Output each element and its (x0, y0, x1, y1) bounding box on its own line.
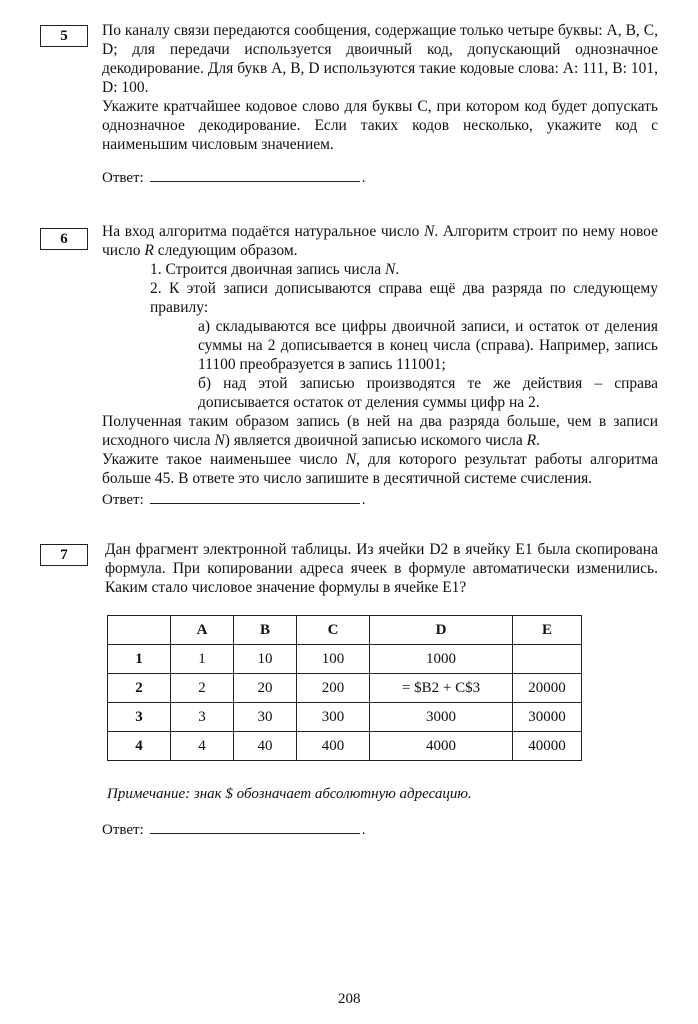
table-cell: 40000 (513, 732, 582, 761)
table-cell (513, 645, 582, 674)
table-header-cell: A (171, 616, 234, 645)
algorithm-substep-a: а) складываются все цифры двоичной записи, и остаток от деления суммы на 2 дописывается в конец числа (справа). Например, запись 11100 преобразуется в запись 111001; (198, 318, 658, 373)
row-header-cell: 3 (108, 703, 171, 732)
task-number-box: 5 (40, 25, 88, 47)
table-header-cell: E (513, 616, 582, 645)
task-paragraph: По каналу связи передаются сообщения, содержащие только четыре буквы: A, B, C, D; для передачи используется двоичный код, допускающий однозначное декодирование. Для букв A, B, D используются такие кодовые слова: A: 111, B: 101, D: 100. (102, 22, 658, 96)
algorithm-step-2: 2. К этой записи дописываются справа ещё два разряда по следующему правилу: (150, 280, 658, 316)
table-row (108, 645, 582, 674)
table-cell: 1 (171, 645, 234, 674)
table-header-cell (108, 616, 171, 645)
task-paragraph: Укажите кратчайшее кодовое слово для буквы C, при котором код будет допускать однозначное декодирование. Если таких кодов несколько, укажите код с наименьшим числовым значением. (102, 98, 658, 153)
task-number-box: 7 (40, 544, 88, 566)
table-cell: 20 (234, 674, 297, 703)
task-result-text: Полученная таким образом запись (в ней на два разряда больше, чем в записи исходного числа N) является двоичной записью искомого числа R. (102, 413, 658, 449)
table-cell: 1000 (370, 645, 513, 674)
row-header-cell: 4 (108, 732, 171, 761)
answer-label: Ответ: (102, 822, 144, 838)
answer-label: Ответ: (102, 492, 144, 508)
table-cell: 400 (297, 732, 370, 761)
answer-field: Ответ: . (102, 489, 366, 510)
answer-input-line[interactable] (150, 489, 360, 504)
page-number: 208 (338, 991, 361, 1007)
task-text (102, 222, 658, 488)
table-cell: 4000 (370, 732, 513, 761)
task-number-box: 6 (40, 228, 88, 250)
spreadsheet-table (107, 615, 582, 761)
table-cell: 10 (234, 645, 297, 674)
table-cell: 300 (297, 703, 370, 732)
table-row (108, 732, 582, 761)
algorithm-step-1: 1. Строится двоичная запись числа N. (150, 261, 400, 278)
row-header-cell: 2 (108, 674, 171, 703)
table-row (108, 674, 582, 703)
table-cell: 4 (171, 732, 234, 761)
table-header-row (108, 616, 582, 645)
task-text (102, 21, 658, 154)
table-cell: 100 (297, 645, 370, 674)
task-question: Укажите такое наименьшее число N, для которого результат работы алгоритма больше 45. В ответе это число запишите в десятичной системе счисления. (102, 451, 658, 487)
algorithm-substep-b: б) над этой записью производятся те же действия – справа дописывается остаток от деления суммы цифр на 2. (198, 375, 658, 411)
table-cell: 30000 (513, 703, 582, 732)
table-cell: 30 (234, 703, 297, 732)
answer-field: Ответ: . (102, 819, 366, 840)
table-row (108, 703, 582, 732)
task-intro: На вход алгоритма подаётся натуральное число N. Алгоритм строит по нему новое число R следующим образом. (102, 223, 659, 259)
answer-input-line[interactable] (150, 167, 360, 182)
row-header-cell: 1 (108, 645, 171, 674)
table-header-cell: C (297, 616, 370, 645)
table-cell: 200 (297, 674, 370, 703)
table-header-cell: B (234, 616, 297, 645)
task-text: Дан фрагмент электронной таблицы. Из ячейки D2 в ячейку E1 была скопирована формула. При копировании адреса ячеек в формуле автоматически изменились. Каким стало числовое значение формулы в ячейке E1? (105, 541, 658, 596)
table-cell: 2 (171, 674, 234, 703)
table-header-cell: D (370, 616, 513, 645)
table-cell: 40 (234, 732, 297, 761)
table-cell: 3000 (370, 703, 513, 732)
answer-label: Ответ: (102, 170, 144, 186)
table-cell: 20000 (513, 674, 582, 703)
table-cell: = $B2 + C$3 (370, 674, 513, 703)
answer-input-line[interactable] (150, 819, 360, 834)
table-cell: 3 (171, 703, 234, 732)
answer-field: Ответ: . (102, 167, 366, 188)
task-note: Примечание: знак $ обозначает абсолютную адресацию. (107, 786, 472, 802)
